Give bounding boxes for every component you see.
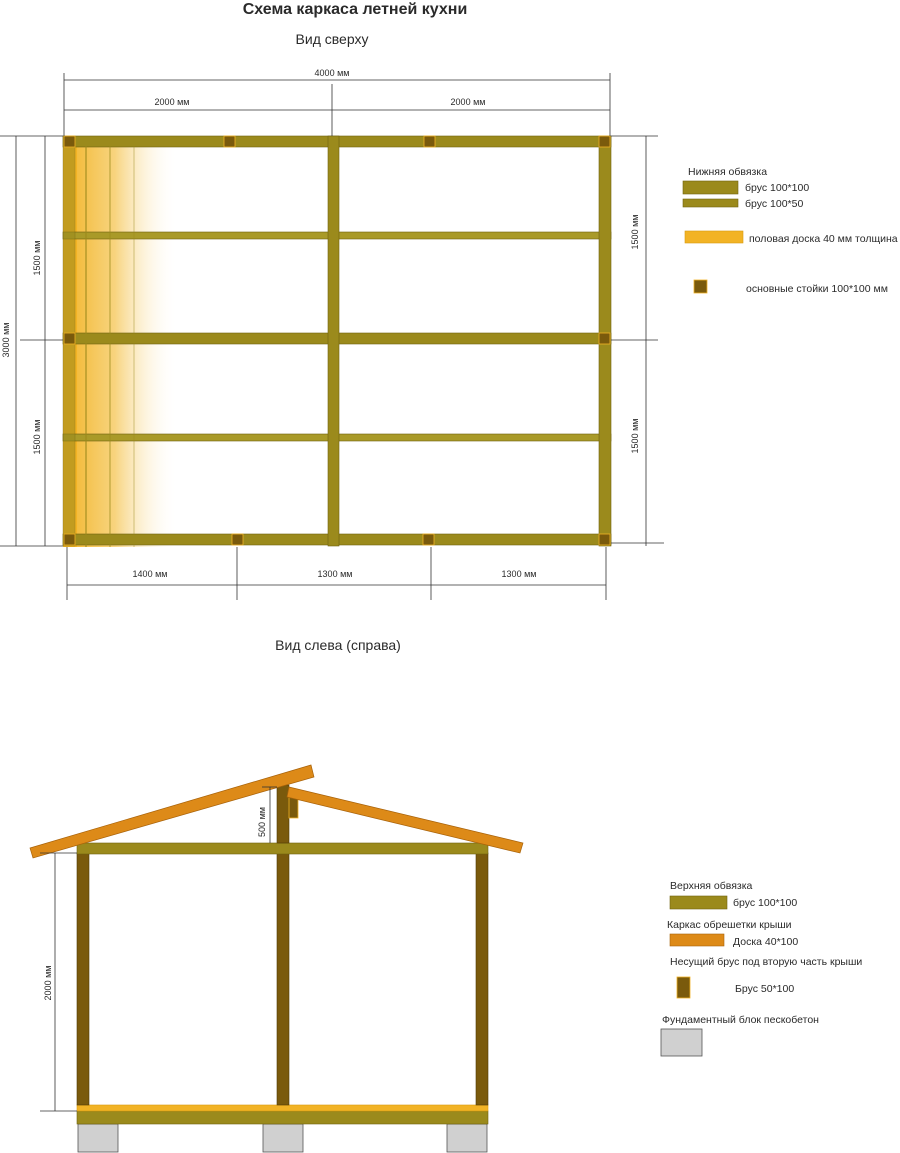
post (64, 136, 75, 147)
legend-swatch-foundation (661, 1029, 702, 1056)
legend-label-roof-frame: Доска 40*100 (733, 936, 799, 948)
post (424, 136, 435, 147)
main-title: Схема каркаса летней кухни (242, 1, 468, 18)
dim-left-lower: 1500 мм (32, 419, 42, 455)
legend-heading-support: Несущий брус под вторую часть крыши (670, 956, 863, 968)
legend-label-floor-board: половая доска 40 мм толщина (749, 233, 898, 245)
dim-half-width-left: 2000 мм (154, 97, 190, 107)
legend-heading-roof-frame: Каркас обрешетки крыши (667, 919, 792, 931)
legend-swatch-beam-100x50 (683, 199, 738, 207)
legend-label-support: Брус 50*100 (735, 983, 795, 995)
legend-heading-foundation: Фундаментный блок пескобетон (662, 1014, 819, 1026)
post (224, 136, 235, 147)
legend-label-beam-100x50: брус 100*50 (745, 198, 804, 210)
legend-swatch-floor-board (685, 231, 743, 243)
wall-post-left (77, 853, 89, 1105)
post (64, 333, 75, 344)
wall-post-center (277, 853, 289, 1105)
dim-bottom-1: 1400 мм (132, 569, 168, 579)
foundation-block (78, 1124, 118, 1152)
legend-swatch-roof-frame (670, 934, 724, 946)
top-view (63, 136, 611, 547)
bottom-frame-beam (77, 1111, 488, 1124)
legend-swatch-top-frame (670, 896, 727, 909)
legend-label-top-frame: брус 100*100 (733, 897, 798, 909)
side-view (30, 765, 523, 1152)
top-frame-beam (77, 843, 488, 854)
post (599, 136, 610, 147)
side-view-title: Вид слева (справа) (275, 637, 401, 653)
dim-right-upper: 1500 мм (630, 214, 640, 250)
legend-label-post: основные стойки 100*100 мм (746, 283, 888, 295)
foundation-block (447, 1124, 487, 1152)
post (423, 534, 434, 545)
post (599, 534, 610, 545)
wall-post-right (476, 853, 488, 1105)
post (599, 333, 610, 344)
dim-half-width-right: 2000 мм (450, 97, 486, 107)
foundation-block (263, 1124, 303, 1152)
legend-swatch-support (677, 977, 690, 998)
top-view-title: Вид сверху (295, 31, 369, 47)
top-view-legend (683, 166, 898, 295)
side-view-legend (661, 880, 862, 1056)
dim-wall-height: 2000 мм (43, 965, 53, 1001)
dim-ridge-offset: 500 мм (257, 807, 267, 837)
beam-center (328, 136, 339, 546)
legend-swatch-post (694, 280, 707, 293)
dim-overall-depth: 3000 мм (1, 322, 11, 358)
legend-heading-bottom-frame: Нижняя обвязка (688, 166, 768, 178)
floor-board (77, 1105, 488, 1111)
post (232, 534, 243, 545)
dim-left-upper: 1500 мм (32, 240, 42, 276)
legend-label-beam-100x100: брус 100*100 (745, 182, 810, 194)
dim-bottom-2: 1300 мм (317, 569, 353, 579)
dim-overall-width: 4000 мм (314, 68, 350, 78)
dim-right-lower: 1500 мм (630, 418, 640, 454)
legend-swatch-beam-100x100 (683, 181, 738, 194)
post (64, 534, 75, 545)
ridge-post (277, 785, 289, 843)
legend-heading-top-frame: Верхняя обвязка (670, 880, 753, 892)
dim-bottom-3: 1300 мм (501, 569, 537, 579)
